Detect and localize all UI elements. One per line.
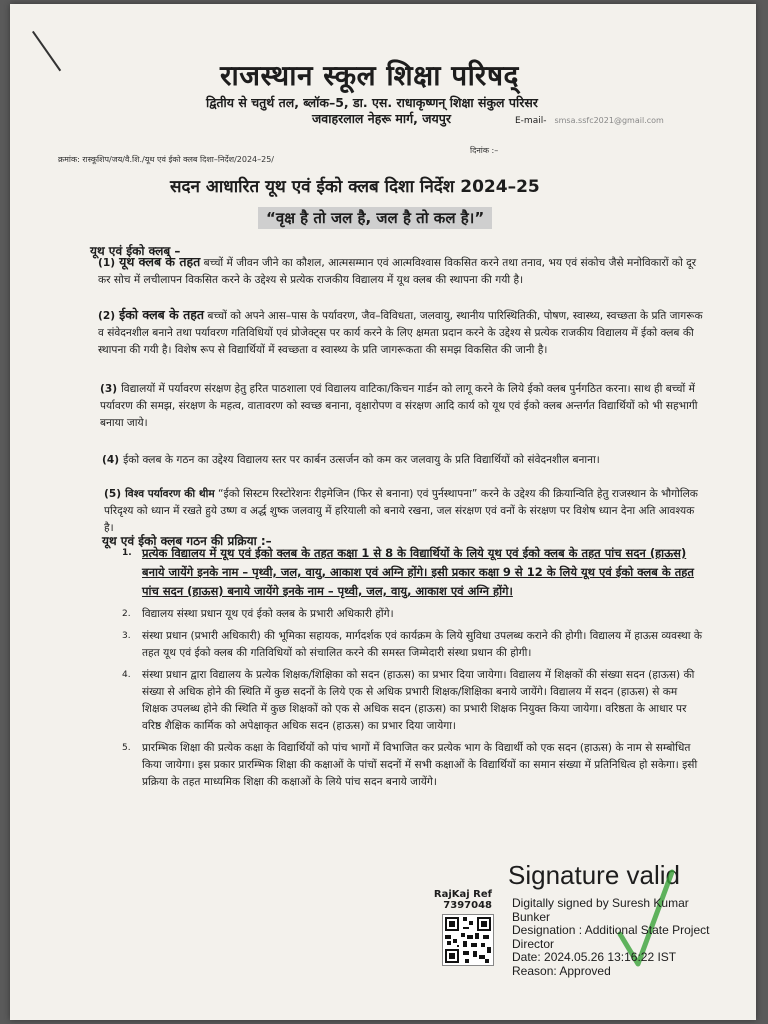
process-text: संस्था प्रधान द्वारा विद्यालय के प्रत्येक शिक्षक/शिक्षिका को सदन (हाऊस) का प्रभार दिया जायेगा। विद्यालय में शिक्षकों की संख्या सदन (हाऊस) की संख्या से अधिक होने की स्थिति में कुछ सदनों के लिये एक से अधिक प्रभारी शिक्षक/शिक्षिका बनाये जायेंगे। विद्यालय में सदन (हाऊस) से कम शिक्षक उपलब्ध होने की स्थिति में कुछ शिक्षकों को एक से अधिक सदन (हाऊस) का प्रभारी शिक्षक नियुक्त किया जायेगा। वरिष्ठता के आधार पर वरिष्ठ शैक्षिक कार्मिक को अपेक्षाकृत अधिक सदन (हाऊस) का प्रभार दिया जायेगा। <box>142 669 695 732</box>
point-5 <box>104 486 704 537</box>
process-number: 4. <box>122 670 131 680</box>
organization-title: राजस्थान स्कूल शिक्षा परिषद् <box>220 59 519 92</box>
section-title-clubs: यूथ एवं ईको क्लब – <box>90 244 181 258</box>
point-number: (3) <box>100 383 118 395</box>
signature-details <box>512 897 752 978</box>
process-number: 3. <box>122 631 131 641</box>
point-number: (4) <box>102 454 120 466</box>
process-item-1 <box>122 544 706 601</box>
point-number: (2) <box>98 310 116 322</box>
signature-line-2: Bunker <box>512 909 551 924</box>
process-number: 2. <box>122 609 131 619</box>
address-line-2: जवाहरलाल नेहरू मार्ग, जयपुर <box>312 111 451 126</box>
point-lead: यूथ क्लब के तहत <box>119 254 201 269</box>
point-4 <box>102 452 706 469</box>
process-item-5 <box>122 740 706 791</box>
email-block <box>515 116 664 126</box>
process-list <box>122 544 706 796</box>
point-text: बच्चों में जीवन जीने का कौशल, आत्मसम्मान एवं आत्मविश्वास विकसित करने तथा तनाव, भय एवं संकोच जैसे मनोविकारों को दूर कर सोच में लचीलापन विकसित करने के उद्देश्य से प्रत्येक राजकीय विद्यालय में यूथ क्लब की स्थापना की गयी है। <box>98 257 697 286</box>
point-3 <box>100 381 708 432</box>
point-2 <box>98 306 708 359</box>
point-lead: ईको क्लब के तहत <box>119 307 205 322</box>
process-item-2 <box>122 606 706 623</box>
point-text: विद्यालयों में पर्यावरण संरक्षण हेतु हरित पाठशाला एवं विद्यालय वाटिका/किचन गार्डन को लागू करने के लिये ईको क्लब पुर्नगठित करना। साथ ही बच्चों में पर्यावरण की समझ, संरक्षण के महत्व, वातावरण को स्वच्छ बनाना, वृक्षारोपण व संरक्षण आदि कार्य को यूथ एवं ईको क्लब अन्तर्गत विद्यार्थियों को भी सहभागी बनाया जाये। <box>100 383 698 429</box>
process-text: प्रत्येक विद्यालय में यूथ एवं ईको क्लब के तहत कक्षा 1 से 8 के विद्यार्थियों के लिये यूथ एवं ईको क्लब के तहत पांच सदन (हाऊस) बनाये जायेंगे इनके नाम – पृथ्वी, जल, वायु, आकाश एवं अग्नि होंगे। इसी प्रकार कक्षा 9 से 12 के लिये यूथ एवं ईको क्लब के तहत पांच सदन (हाऊस) बनाये जायेंगे इनके नाम – पृथ्वी, जल, वायु, आकाश एवं अग्नि होंगे। <box>142 546 694 598</box>
point-lead: विश्व पर्यावरण की थीम <box>125 488 215 500</box>
date-label: दिनांक :– <box>470 146 499 155</box>
email-label: E-mail- <box>515 116 547 126</box>
rajkaj-reference <box>432 889 492 911</box>
process-text: विद्यालय संस्था प्रधान यूथ एवं ईको क्लब के प्रभारी अधिकारी होंगे। <box>142 608 394 620</box>
signature-line-3: Designation : Additional State Project <box>512 923 710 937</box>
rajkaj-label: RajKaj Ref <box>433 889 492 900</box>
slogan: “वृक्ष है तो जल है, जल है तो कल है।” <box>258 207 492 229</box>
process-item-4 <box>122 667 706 735</box>
point-number: (1) <box>98 257 116 269</box>
signature-line-4: Director <box>512 936 555 951</box>
email-value: smsa.ssfc2021@gmail.com <box>554 116 664 125</box>
signature-line-1: Digitally signed by Suresh Kumar <box>512 896 689 910</box>
process-number: 5. <box>122 743 131 753</box>
signature-line-6: Reason: Approved <box>512 963 611 978</box>
process-text: संस्था प्रधान (प्रभारी अधिकारी) की भूमिका सहायक, मार्गदर्शक एवं कार्यक्रम के लिये सुविधा उपलब्ध कराने की होगी। विद्यालय में हाऊस व्यवस्था के तहत यूथ एवं ईको क्लब की गतिविधियों को संचालित करने की समस्त जिम्मेदारी संस्था प्रधान की होगी। <box>142 630 702 659</box>
rajkaj-number: 7397048 <box>443 900 492 911</box>
process-text: प्रारम्भिक शिक्षा की प्रत्येक कक्षा के विद्यार्थियों को पांच भागों में विभाजित कर प्रत्येक भाग के विद्यार्थी को एक सदन (हाऊस) के नाम से सम्बोधित किया जायेगा। इस प्रकार प्रारम्भिक शिक्षा की कक्षाओं के पांचों सदनों में सभी कक्षाओं के विद्यार्थियों का समान संख्या में प्रतिनिधित्व हो सकेगा। इसी प्रक्रिया के तहत माध्यमिक शिक्षा की कक्षाओं के लिये पांच सदन बनाये जायेंगे। <box>142 742 698 788</box>
point-text: बच्चों को अपने आस–पास के पर्यावरण, जैव–विविधता, जलवायु, स्थानीय पारिस्थितिकी, पोषण, स्वास्थ्य, स्वच्छता के प्रति जागरूक व संवेदनशील बनाने तथा पर्यावरण गतिविधियों एवं प्रोजेक्ट्स पर कार्य करने के लिए क्षमता प्रदान करने के उद्देश्य से प्रत्येक राजकीय विद्यालय में ईको क्लब की स्थापना की गयी है। विशेष रूप से विद्यार्थियों में स्वच्छता व स्वास्थ्य के प्रति जागरूकता की समझ विकसित की जानी है। <box>98 310 703 356</box>
point-text: ईको क्लब के गठन का उद्देश्य विद्यालय स्तर पर कार्बन उत्सर्जन को कम कर जलवायु के प्रति विद्यार्थियों को संवेदनशील बनाना। <box>123 454 600 466</box>
signature-status: Signature valid <box>508 860 680 890</box>
process-number: 1. <box>122 548 132 558</box>
address-line-1: द्वितीय से चतुर्थ तल, ब्लॉक–5, डा. एस. राधाकृष्णन् शिक्षा संकुल परिसर <box>206 95 538 110</box>
point-text: “ईको सिस्टम रिस्टोरेशनः रीइमेजिन (फिर से बनाना) एवं पुर्नस्थापना” करने के उद्देश्य की क्रियान्विति हेतु राजस्थान के भौगोलिक परिदृश्य को ध्यान में रखते हुये उष्ण व अर्द्ध शुष्क जलवायु में हरियाली को बनाये रखना, जल संरक्षण एवं वनों के संरक्षण पर विशेष ध्यान देना अति आवश्यक है। <box>104 488 698 534</box>
document-page <box>10 4 756 1020</box>
document-heading: सदन आधारित यूथ एवं ईको क्लब दिशा निर्देश 2024–25 <box>170 177 540 197</box>
section-title-process: यूथ एवं ईको क्लब गठन की प्रक्रिया :– <box>102 534 272 548</box>
qr-code-icon <box>442 914 494 966</box>
point-1 <box>98 253 706 289</box>
point-number: (5) <box>104 488 122 500</box>
reference-number: क्रमांक: रास्कूशिप/जय/वै.शि./यूथ एवं ईको क्लब दिशा–निर्देश/2024–25/ <box>58 155 274 164</box>
process-item-3 <box>122 628 706 662</box>
signature-line-5: Date: 2024.05.26 13:16:22 IST <box>512 950 677 964</box>
pen-mark <box>32 31 61 71</box>
